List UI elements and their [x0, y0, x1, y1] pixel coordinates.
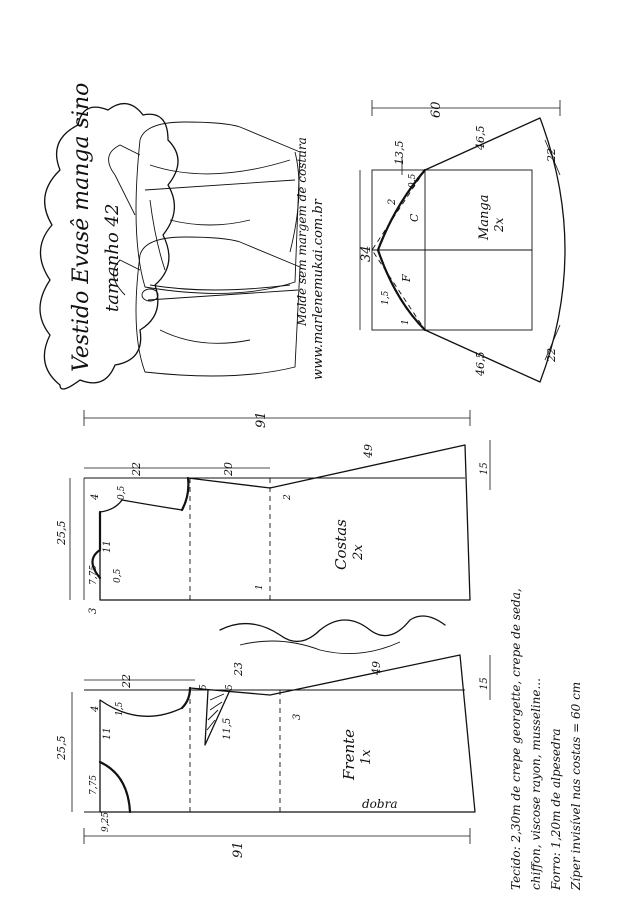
back-dim-waist-rise: 2: [283, 494, 293, 500]
sleeve-dim-height: 34: [359, 245, 374, 262]
back-pattern: [55, 410, 490, 614]
back-name: Costas: [332, 519, 350, 570]
back-dim-length: 91: [254, 411, 269, 428]
front-dim-neck-depth: 7,75: [89, 774, 99, 795]
sleeve-dim-top-edge: 46,5: [474, 125, 487, 150]
sleeve-dim-width: 60: [429, 101, 444, 118]
front-fold-label: dobra: [362, 797, 398, 811]
fabric-line-4: Zíper invisível nas costas = 60 cm: [569, 681, 583, 890]
back-dim-skirt: 49: [362, 444, 375, 458]
back-dim-top-offset: 4: [90, 493, 101, 500]
front-dim-side: 23: [232, 662, 245, 676]
back-dim-hip-mark: 1: [255, 584, 265, 590]
sleeve-dim-a: 2: [387, 198, 398, 205]
front-dim-dart-a: 5: [225, 684, 235, 690]
front-outline: [100, 655, 475, 812]
front-count: 1x: [359, 749, 374, 765]
website-text: www.marlenemukai.com.br: [311, 199, 326, 380]
back-dim-hem-flare: 15: [479, 462, 490, 475]
back-dim-neck-depth: 7,75: [89, 564, 99, 585]
dress-sketch-front: [109, 122, 300, 293]
seam-note-text: Molde sem margem de costura: [295, 137, 309, 326]
front-dim-bust: 22: [120, 674, 133, 688]
back-count: 2x: [351, 544, 366, 560]
sleeve-name: Manga: [477, 194, 492, 240]
fabric-line-1: Tecido: 2,30m de crepe georgette, crepe de seda,: [509, 588, 523, 890]
back-dim-corner-a: 0,5: [117, 485, 127, 500]
fabric-notes: [509, 588, 583, 891]
front-dim-corner-c: 1,5: [115, 701, 125, 716]
back-dim-neck-width: 11: [102, 540, 113, 553]
sleeve-dim-hem-top: 22: [545, 148, 558, 162]
back-dim-bust: 22: [130, 462, 143, 476]
front-neck-curve: [100, 762, 130, 812]
sleeve-pattern: [359, 100, 565, 382]
front-pattern: [55, 655, 490, 858]
fabric-line-2: chiffon, viscose rayon, musseline...: [529, 678, 543, 890]
sleeve-label-f: F: [400, 274, 413, 282]
sleeve-dim-hem-bottom: 22: [545, 348, 558, 362]
front-dim-center-mark: 9,25: [101, 811, 111, 832]
dress-sketch-back: [114, 237, 300, 376]
sleeve-dim-bottom-edge: 46,5: [474, 351, 487, 376]
header-block: [40, 83, 326, 389]
front-dim-hem-flare: 15: [479, 677, 490, 690]
front-dim-shoulder: 25,5: [55, 735, 68, 760]
sleeve-dim-b: 0,5: [408, 173, 418, 188]
front-dim-center-offset: 3: [292, 713, 303, 720]
front-dim-neck-width: 11: [102, 727, 113, 740]
sleeve-label-c: C: [408, 213, 421, 222]
title-text: Vestido Evasê manga sino: [69, 82, 94, 372]
sleeve-dim-cap-top: 13,5: [393, 140, 406, 165]
front-dim-top-offset: 4: [90, 705, 101, 712]
front-dim-length: 91: [231, 841, 246, 858]
size-text: tamanho 42: [102, 203, 123, 312]
fabric-line-3: Forro: 1,20m de alpesedra: [549, 728, 563, 890]
front-dim-dart-len: 11,5: [222, 717, 233, 740]
sleeve-count: 2x: [492, 217, 506, 232]
sleeve-dim-c: 1,5: [381, 290, 391, 305]
front-dim-skirt: 49: [370, 661, 383, 675]
front-dim-dart-top: 5: [199, 684, 209, 690]
back-dim-shoulder: 25,5: [55, 520, 68, 545]
front-name: Frente: [340, 728, 358, 780]
back-dim-waist: 20: [222, 462, 235, 476]
sleeve-dim-d: 1: [401, 319, 411, 325]
signature-text: [359, 658, 360, 660]
back-dim-center-offset: 3: [88, 607, 99, 614]
back-dim-corner-b: 0,5: [113, 568, 123, 583]
signature-scribble: [220, 616, 445, 660]
